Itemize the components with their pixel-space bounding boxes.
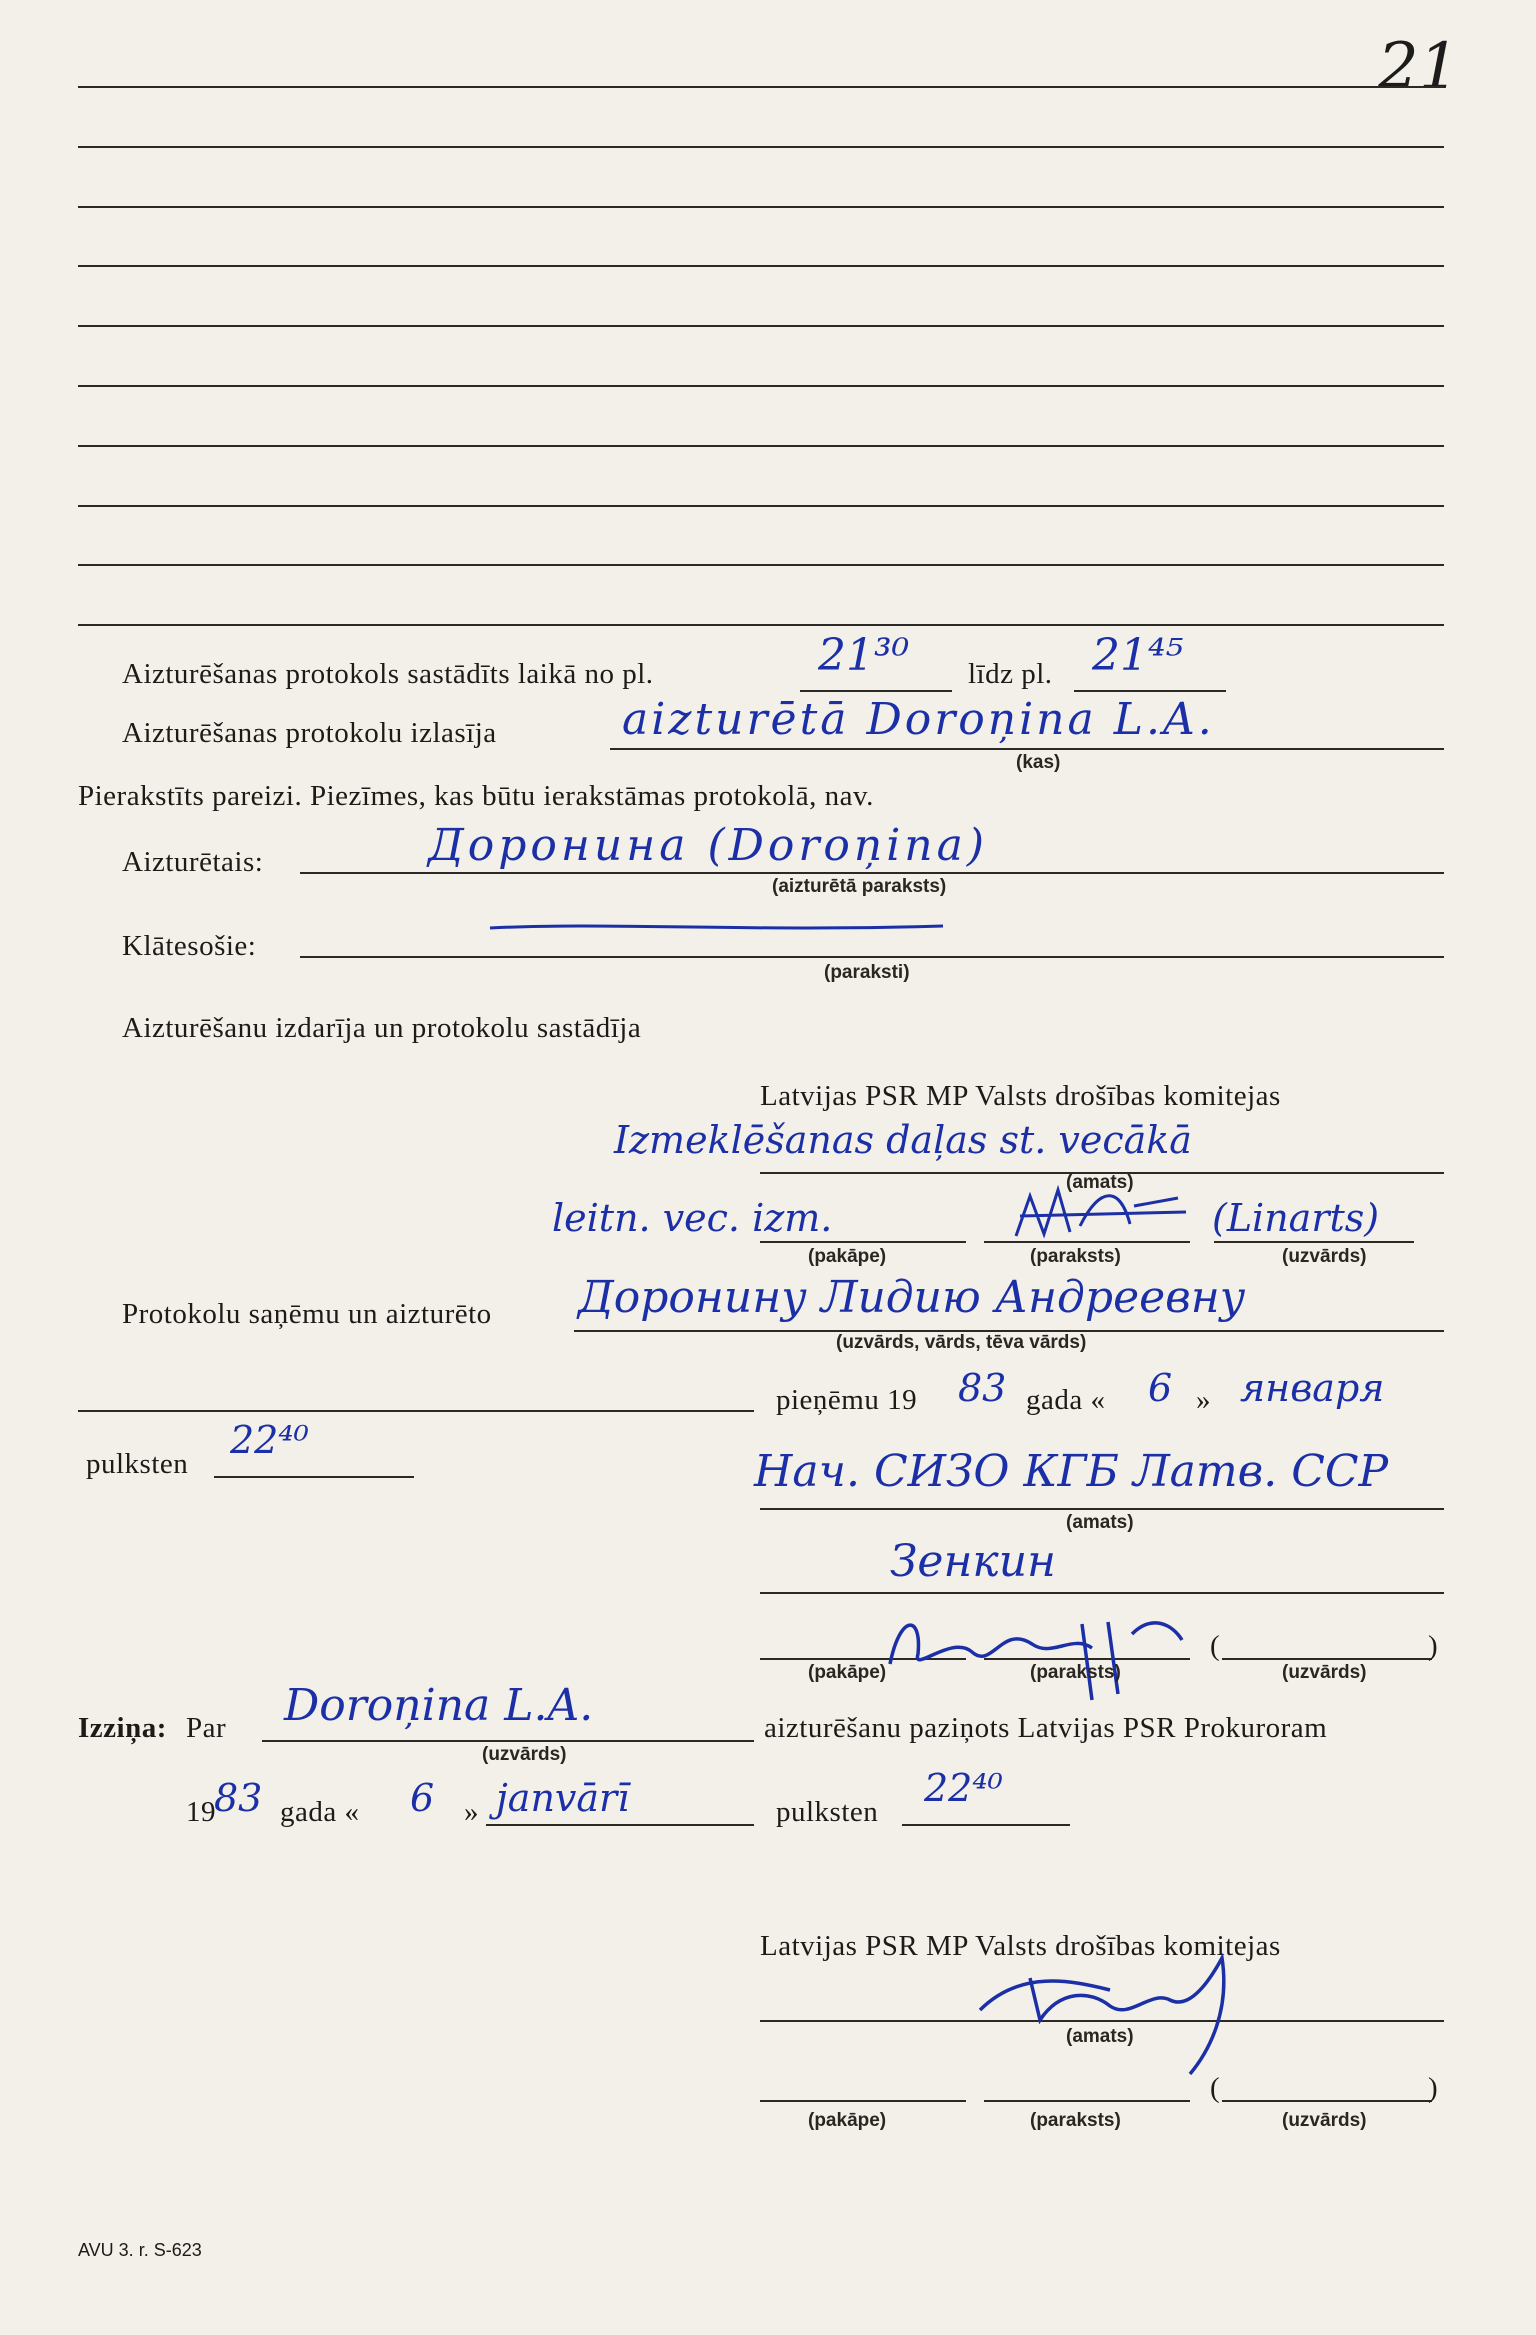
notice-date-year: 83 (214, 1776, 263, 1820)
blank-rule (78, 206, 1444, 208)
present-label: Klātesošie: (122, 930, 257, 962)
detainee-caption: (aizturētā paraksts) (772, 876, 947, 897)
read-caption: (kas) (1016, 752, 1061, 773)
notice-time-value: 22⁴⁰ (924, 1766, 1003, 1810)
detainee-signature: Доронина (Doroņina) (428, 820, 989, 871)
blank-rule (78, 564, 1444, 566)
notice-month-rule (486, 1824, 754, 1826)
surname-1-caption: (uzvārds) (1282, 1246, 1367, 1267)
rank-1-rule (760, 1241, 966, 1243)
time-rule (214, 1476, 414, 1478)
signature-2 (882, 1604, 1202, 1704)
surname-2-caption: (uzvārds) (1282, 1662, 1367, 1683)
notice-suffix: aizturēšanu paziņots Latvijas PSR Prokuroram (764, 1712, 1328, 1744)
position-2-value: Нач. СИЗО КГБ Латв. ССР (754, 1446, 1389, 1497)
position-2b-rule (760, 1592, 1444, 1594)
blank-rule (78, 265, 1444, 267)
surname-3-caption: (uzvārds) (1282, 2110, 1367, 2131)
received-caption: (uzvārds, vārds, tēva vārds) (836, 1332, 1087, 1353)
position-1-caption: (amats) (1066, 1172, 1134, 1193)
surname-3-open: ( (1210, 2072, 1221, 2104)
performed-by: Aizturēšanu izdarīja un protokolu sastādīja (122, 1012, 642, 1044)
notice-label: Par (186, 1712, 227, 1744)
notice-label-bold: Izziņa: (78, 1712, 167, 1744)
rank-2-caption: (pakāpe) (808, 1662, 887, 1683)
accepted-label-pre: pieņēmu 19 (776, 1384, 918, 1416)
signature-3 (960, 1950, 1280, 2080)
position-2-caption: (amats) (1066, 1512, 1134, 1533)
correct-note: Pierakstīts pareizi. Piezīmes, kas būtu ierakstāmas protokolā, nav. (78, 780, 874, 812)
read-rule (610, 748, 1444, 750)
blank-rule (78, 86, 1444, 88)
blank-rule (78, 505, 1444, 507)
notice-date-close: » (464, 1796, 479, 1828)
surname-3-rule (1222, 2100, 1432, 2102)
position-2b-value: Зенкин (890, 1536, 1057, 1587)
surname-1-rule (1214, 1241, 1414, 1243)
sig-3-caption: (paraksts) (1030, 2110, 1121, 2131)
time-value: 22⁴⁰ (230, 1418, 309, 1462)
page-number: 21 (1378, 30, 1460, 104)
accepted-label-gada: gada « (1026, 1384, 1106, 1416)
notice-value: Doroņina L.A. (284, 1680, 594, 1731)
notice-rule (262, 1740, 754, 1742)
accepted-year: 83 (958, 1366, 1007, 1410)
detainee-rule (300, 872, 1444, 874)
blank-rule (78, 146, 1444, 148)
committee-1: Latvijas PSR MP Valsts drošības komitejas (760, 1080, 1281, 1112)
read-value: aizturētā Doroņina L.A. (622, 694, 1215, 745)
committee-2: Latvijas PSR MP Valsts drošības komitejas (760, 1930, 1281, 1962)
read-label: Aizturēšanas protokolu izlasīja (122, 717, 497, 749)
form-code: AVU 3. r. S-623 (78, 2240, 202, 2260)
time-to-value: 21⁴⁵ (1092, 630, 1184, 681)
position-2-rule (760, 1508, 1444, 1510)
notice-time-rule (902, 1824, 1070, 1826)
rank-1-caption: (pakāpe) (808, 1246, 887, 1267)
notice-caption: (uzvārds) (482, 1744, 567, 1765)
surname-3-close: ) (1428, 2072, 1439, 2104)
blank-rule (78, 385, 1444, 387)
surname-2-open: ( (1210, 1630, 1221, 1662)
sig-3-rule (984, 2100, 1190, 2102)
present-stroke (488, 918, 948, 938)
surname-2-rule (1222, 1658, 1432, 1660)
signature-1 (1010, 1176, 1190, 1246)
time-from-rule (800, 690, 952, 692)
blank-rule (78, 325, 1444, 327)
sig-2-caption: (paraksts) (1030, 1662, 1121, 1683)
accepted-day: 6 (1148, 1366, 1173, 1410)
blank-rule (78, 624, 1444, 626)
time-to-rule (1074, 690, 1226, 692)
received-label: Protokolu saņēmu un aizturēto (122, 1298, 492, 1330)
notice-date-gada: gada « (280, 1796, 360, 1828)
rank-3-rule (760, 2100, 966, 2102)
present-caption: (paraksti) (824, 962, 910, 983)
notice-date-month: janvārī (496, 1776, 630, 1820)
notice-date-day: 6 (410, 1776, 435, 1820)
accepted-blank-rule (78, 1410, 754, 1412)
present-rule (300, 956, 1444, 958)
position-3-caption: (amats) (1066, 2026, 1134, 2047)
surname-2-close: ) (1428, 1630, 1439, 1662)
position-1-value: Izmeklēšanas daļas st. vecākā (614, 1118, 1192, 1162)
accepted-label-close: » (1196, 1384, 1211, 1416)
notice-time-label: pulksten (776, 1796, 879, 1828)
rank-1-value: leitn. vec. izm. (552, 1196, 833, 1240)
time-prefix: Aizturēšanas protokols sastādīts laikā no pl. (122, 658, 654, 690)
time-to-label: līdz pl. (968, 658, 1053, 690)
blank-rule (78, 445, 1444, 447)
accepted-month: января (1240, 1366, 1385, 1410)
notice-date-prefix: 19 (186, 1796, 216, 1828)
detainee-label: Aizturētais: (122, 846, 264, 878)
time-label: pulksten (86, 1448, 189, 1480)
time-from-value: 21³⁰ (818, 630, 910, 681)
rank-3-caption: (pakāpe) (808, 2110, 887, 2131)
sig-1-caption: (paraksts) (1030, 1246, 1121, 1267)
surname-1-value: (Linarts) (1212, 1196, 1380, 1240)
received-value: Доронину Лидию Андреевну (578, 1272, 1246, 1323)
